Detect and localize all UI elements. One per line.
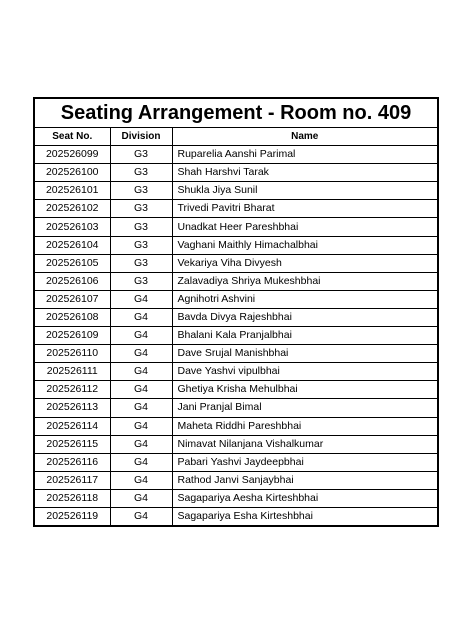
seating-table (35, 128, 437, 525)
name-cell: Shukla Jiya Sunil (172, 182, 437, 200)
division-cell: G4 (110, 453, 172, 471)
division-cell: G3 (110, 200, 172, 218)
name-cell: Jani Pranjal Bimal (172, 399, 437, 417)
name-cell: Zalavadiya Shriya Mukeshbhai (172, 272, 437, 290)
division-cell: G4 (110, 345, 172, 363)
seat-no-header: Seat No. (35, 128, 110, 146)
table-row (35, 471, 437, 489)
name-cell: Sagapariya Aesha Kirteshbhai (172, 489, 437, 507)
table-row (35, 164, 437, 182)
table-row (35, 489, 437, 507)
table-row (35, 417, 437, 435)
table-row (35, 182, 437, 200)
seat-no-cell: 202526118 (35, 489, 110, 507)
table-row (35, 200, 437, 218)
seat-no-cell: 202526112 (35, 381, 110, 399)
division-cell: G4 (110, 363, 172, 381)
table-row (35, 363, 437, 381)
division-cell: G4 (110, 399, 172, 417)
seat-no-cell: 202526099 (35, 146, 110, 164)
division-cell: G3 (110, 236, 172, 254)
name-cell: Bavda Divya Rajeshbhai (172, 308, 437, 326)
division-cell: G3 (110, 146, 172, 164)
name-cell: Agnihotri Ashvini (172, 290, 437, 308)
table-row (35, 290, 437, 308)
name-cell: Shah Harshvi Tarak (172, 164, 437, 182)
name-cell: Nimavat Nilanjana Vishalkumar (172, 435, 437, 453)
seat-no-cell: 202526117 (35, 471, 110, 489)
division-cell: G4 (110, 489, 172, 507)
table-row (35, 218, 437, 236)
division-cell: G3 (110, 218, 172, 236)
table-row (35, 146, 437, 164)
division-cell: G4 (110, 381, 172, 399)
division-cell: G3 (110, 182, 172, 200)
name-cell: Vaghani Maithly Himachalbhai (172, 236, 437, 254)
table-row (35, 327, 437, 345)
seat-no-cell: 202526108 (35, 308, 110, 326)
name-cell: Ghetiya Krisha Mehulbhai (172, 381, 437, 399)
name-cell: Ruparelia Aanshi Parimal (172, 146, 437, 164)
name-cell: Rathod Janvi Sanjaybhai (172, 471, 437, 489)
table-row (35, 507, 437, 525)
seat-no-cell: 202526100 (35, 164, 110, 182)
name-cell: Sagapariya Esha Kirteshbhai (172, 507, 437, 525)
seat-no-cell: 202526104 (35, 236, 110, 254)
seat-no-cell: 202526114 (35, 417, 110, 435)
name-cell: Dave Srujal Manishbhai (172, 345, 437, 363)
name-cell: Trivedi Pavitri Bharat (172, 200, 437, 218)
seat-no-cell: 202526111 (35, 363, 110, 381)
seat-no-cell: 202526115 (35, 435, 110, 453)
table-row (35, 435, 437, 453)
name-cell: Unadkat Heer Pareshbhai (172, 218, 437, 236)
name-cell: Maheta Riddhi Pareshbhai (172, 417, 437, 435)
seating-sheet (33, 97, 439, 527)
table-row (35, 381, 437, 399)
seat-no-cell: 202526119 (35, 507, 110, 525)
table-row (35, 308, 437, 326)
division-cell: G3 (110, 272, 172, 290)
seat-no-cell: 202526107 (35, 290, 110, 308)
division-cell: G3 (110, 254, 172, 272)
division-cell: G4 (110, 308, 172, 326)
division-cell: G4 (110, 417, 172, 435)
seat-no-cell: 202526101 (35, 182, 110, 200)
division-cell: G3 (110, 164, 172, 182)
table-row (35, 236, 437, 254)
name-cell: Pabari Yashvi Jaydeepbhai (172, 453, 437, 471)
seat-no-cell: 202526109 (35, 327, 110, 345)
seat-no-cell: 202526102 (35, 200, 110, 218)
table-row (35, 399, 437, 417)
name-header: Name (172, 128, 437, 146)
seat-no-cell: 202526113 (35, 399, 110, 417)
table-row (35, 345, 437, 363)
seat-no-cell: 202526110 (35, 345, 110, 363)
seat-no-cell: 202526116 (35, 453, 110, 471)
seat-no-cell: 202526105 (35, 254, 110, 272)
seat-no-cell: 202526103 (35, 218, 110, 236)
division-cell: G4 (110, 327, 172, 345)
division-cell: G4 (110, 507, 172, 525)
table-row (35, 272, 437, 290)
division-header: Division (110, 128, 172, 146)
name-cell: Vekariya Viha Divyesh (172, 254, 437, 272)
division-cell: G4 (110, 290, 172, 308)
seat-no-cell: 202526106 (35, 272, 110, 290)
name-cell: Dave Yashvi vipulbhai (172, 363, 437, 381)
page-title: Seating Arrangement - Room no. 409 (35, 99, 437, 128)
name-cell: Bhalani Kala Pranjalbhai (172, 327, 437, 345)
table-header-row (35, 128, 437, 146)
table-row (35, 453, 437, 471)
division-cell: G4 (110, 435, 172, 453)
division-cell: G4 (110, 471, 172, 489)
table-row (35, 254, 437, 272)
